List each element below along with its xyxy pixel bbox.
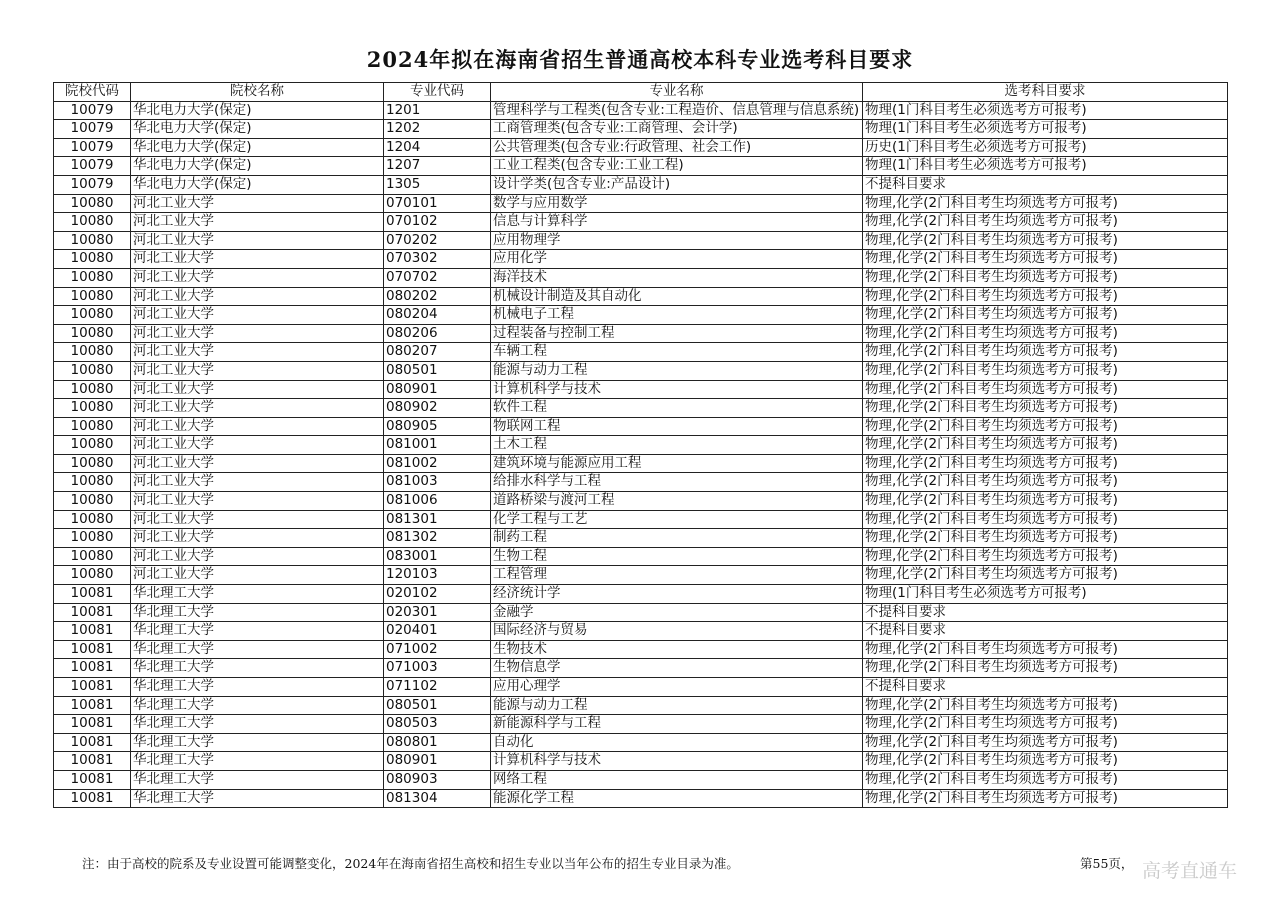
school-name-cell: 河北工业大学	[131, 306, 384, 325]
table-row	[54, 120, 1228, 139]
major-name-cell: 能源与动力工程	[491, 361, 863, 380]
major-code-cell: 1204	[384, 138, 491, 157]
school-name-cell: 华北理工大学	[131, 678, 384, 697]
subject-requirement-cell: 物理,化学(2门科目考生均须选考方可报考)	[863, 789, 1228, 808]
table-header-row	[54, 83, 1228, 102]
subject-requirement-cell: 物理,化学(2门科目考生均须选考方可报考)	[863, 640, 1228, 659]
school-code-cell: 10080	[54, 361, 131, 380]
major-name-cell: 应用化学	[491, 250, 863, 269]
major-name-cell: 海洋技术	[491, 268, 863, 287]
table-row	[54, 603, 1228, 622]
subject-requirement-cell: 物理,化学(2门科目考生均须选考方可报考)	[863, 380, 1228, 399]
school-name-cell: 华北理工大学	[131, 733, 384, 752]
school-code-cell: 10081	[54, 696, 131, 715]
subject-requirement-cell: 物理,化学(2门科目考生均须选考方可报考)	[863, 696, 1228, 715]
subject-requirement-cell: 物理,化学(2门科目考生均须选考方可报考)	[863, 454, 1228, 473]
major-name-cell: 化学工程与工艺	[491, 510, 863, 529]
subject-requirement-cell: 不提科目要求	[863, 678, 1228, 697]
major-name-cell: 工业工程类(包含专业:工业工程)	[491, 157, 863, 176]
subject-requirement-cell: 物理,化学(2门科目考生均须选考方可报考)	[863, 659, 1228, 678]
major-name-cell: 物联网工程	[491, 417, 863, 436]
school-name-cell: 河北工业大学	[131, 213, 384, 232]
table-row	[54, 213, 1228, 232]
major-code-cell: 080902	[384, 399, 491, 418]
school-name-cell: 河北工业大学	[131, 343, 384, 362]
school-code-cell: 10080	[54, 399, 131, 418]
school-name-cell: 河北工业大学	[131, 194, 384, 213]
table-row	[54, 343, 1228, 362]
major-name-cell: 管理科学与工程类(包含专业:工程造价、信息管理与信息系统)	[491, 101, 863, 120]
subject-requirement-cell: 物理,化学(2门科目考生均须选考方可报考)	[863, 231, 1228, 250]
major-code-cell: 020401	[384, 622, 491, 641]
school-name-cell: 华北电力大学(保定)	[131, 138, 384, 157]
table-row	[54, 659, 1228, 678]
major-code-cell: 1207	[384, 157, 491, 176]
major-code-cell: 070102	[384, 213, 491, 232]
subject-requirement-cell: 物理,化学(2门科目考生均须选考方可报考)	[863, 733, 1228, 752]
school-name-cell: 华北理工大学	[131, 659, 384, 678]
major-code-cell: 1201	[384, 101, 491, 120]
subject-requirement-cell: 物理(1门科目考生必须选考方可报考)	[863, 101, 1228, 120]
school-name-cell: 华北理工大学	[131, 696, 384, 715]
major-name-cell: 工程管理	[491, 566, 863, 585]
school-code-cell: 10081	[54, 770, 131, 789]
school-code-cell: 10079	[54, 157, 131, 176]
table-row	[54, 194, 1228, 213]
school-name-cell: 河北工业大学	[131, 529, 384, 548]
school-code-cell: 10080	[54, 417, 131, 436]
school-code-cell: 10080	[54, 231, 131, 250]
page-title: 2024年拟在海南省招生普通高校本科专业选考科目要求	[366, 47, 914, 72]
header-major-code: 专业代码	[384, 83, 491, 102]
table-row	[54, 510, 1228, 529]
subject-requirement-cell: 物理,化学(2门科目考生均须选考方可报考)	[863, 343, 1228, 362]
school-name-cell: 华北理工大学	[131, 715, 384, 734]
major-name-cell: 给排水科学与工程	[491, 473, 863, 492]
major-code-cell: 080901	[384, 752, 491, 771]
table-row	[54, 436, 1228, 455]
subject-requirement-cell: 不提科目要求	[863, 175, 1228, 194]
school-code-cell: 10080	[54, 306, 131, 325]
subject-requirement-cell: 物理,化学(2门科目考生均须选考方可报考)	[863, 715, 1228, 734]
major-name-cell: 工商管理类(包含专业:工商管理、会计学)	[491, 120, 863, 139]
major-name-cell: 国际经济与贸易	[491, 622, 863, 641]
table-row	[54, 789, 1228, 808]
major-code-cell: 081304	[384, 789, 491, 808]
table-row	[54, 306, 1228, 325]
subject-requirement-cell: 物理(1门科目考生必须选考方可报考)	[863, 157, 1228, 176]
major-code-cell: 080801	[384, 733, 491, 752]
subject-requirement-cell: 物理(1门科目考生必须选考方可报考)	[863, 585, 1228, 604]
subject-requirement-cell: 物理,化学(2门科目考生均须选考方可报考)	[863, 492, 1228, 511]
subject-requirement-cell: 物理,化学(2门科目考生均须选考方可报考)	[863, 213, 1228, 232]
school-name-cell: 华北理工大学	[131, 603, 384, 622]
major-code-cell: 081002	[384, 454, 491, 473]
table-body	[54, 101, 1228, 808]
major-code-cell: 071002	[384, 640, 491, 659]
school-code-cell: 10080	[54, 343, 131, 362]
major-name-cell: 信息与计算科学	[491, 213, 863, 232]
school-code-cell: 10079	[54, 175, 131, 194]
school-name-cell: 河北工业大学	[131, 436, 384, 455]
major-name-cell: 车辆工程	[491, 343, 863, 362]
major-code-cell: 080202	[384, 287, 491, 306]
major-name-cell: 网络工程	[491, 770, 863, 789]
subject-requirement-cell: 物理,化学(2门科目考生均须选考方可报考)	[863, 752, 1228, 771]
table-row	[54, 752, 1228, 771]
school-name-cell: 河北工业大学	[131, 454, 384, 473]
school-name-cell: 河北工业大学	[131, 547, 384, 566]
major-code-cell: 071102	[384, 678, 491, 697]
table-row	[54, 492, 1228, 511]
major-name-cell: 计算机科学与技术	[491, 752, 863, 771]
major-name-cell: 数学与应用数学	[491, 194, 863, 213]
subject-requirement-cell: 物理,化学(2门科目考生均须选考方可报考)	[863, 194, 1228, 213]
subject-requirement-cell: 物理(1门科目考生必须选考方可报考)	[863, 120, 1228, 139]
subject-requirement-cell: 物理,化学(2门科目考生均须选考方可报考)	[863, 361, 1228, 380]
major-name-cell: 应用物理学	[491, 231, 863, 250]
school-code-cell: 10081	[54, 733, 131, 752]
major-name-cell: 设计学类(包含专业:产品设计)	[491, 175, 863, 194]
major-code-cell: 020102	[384, 585, 491, 604]
school-code-cell: 10081	[54, 752, 131, 771]
major-code-cell: 020301	[384, 603, 491, 622]
subject-requirement-cell: 物理,化学(2门科目考生均须选考方可报考)	[863, 473, 1228, 492]
major-code-cell: 080503	[384, 715, 491, 734]
school-name-cell: 河北工业大学	[131, 492, 384, 511]
header-school-name: 院校名称	[131, 83, 384, 102]
school-code-cell: 10080	[54, 213, 131, 232]
school-code-cell: 10080	[54, 194, 131, 213]
school-code-cell: 10081	[54, 640, 131, 659]
major-code-cell: 081003	[384, 473, 491, 492]
school-name-cell: 华北理工大学	[131, 622, 384, 641]
school-name-cell: 华北电力大学(保定)	[131, 175, 384, 194]
major-code-cell: 080501	[384, 361, 491, 380]
major-name-cell: 机械电子工程	[491, 306, 863, 325]
school-name-cell: 河北工业大学	[131, 399, 384, 418]
school-code-cell: 10081	[54, 789, 131, 808]
school-name-cell: 华北理工大学	[131, 770, 384, 789]
header-major-name: 专业名称	[491, 83, 863, 102]
subject-requirement-cell: 物理,化学(2门科目考生均须选考方可报考)	[863, 287, 1228, 306]
school-name-cell: 华北理工大学	[131, 789, 384, 808]
school-code-cell: 10080	[54, 324, 131, 343]
school-name-cell: 河北工业大学	[131, 361, 384, 380]
table-row	[54, 566, 1228, 585]
footer-note: 注：由于高校的院系及专业设置可能调整变化，2024年在海南省招生高校和招生专业以当年公布的招生专业目录为准。	[82, 856, 739, 871]
major-code-cell: 080903	[384, 770, 491, 789]
table-row	[54, 157, 1228, 176]
school-code-cell: 10081	[54, 678, 131, 697]
subject-requirement-cell: 物理,化学(2门科目考生均须选考方可报考)	[863, 306, 1228, 325]
school-name-cell: 华北理工大学	[131, 752, 384, 771]
school-name-cell: 河北工业大学	[131, 417, 384, 436]
table-row	[54, 454, 1228, 473]
major-code-cell: 1202	[384, 120, 491, 139]
requirements-table	[53, 82, 1228, 808]
table-row	[54, 678, 1228, 697]
watermark: 高考直通车	[1142, 860, 1238, 882]
table-row	[54, 324, 1228, 343]
table-row	[54, 175, 1228, 194]
school-code-cell: 10080	[54, 492, 131, 511]
school-name-cell: 华北电力大学(保定)	[131, 157, 384, 176]
school-code-cell: 10080	[54, 547, 131, 566]
school-name-cell: 河北工业大学	[131, 324, 384, 343]
subject-requirement-cell: 物理,化学(2门科目考生均须选考方可报考)	[863, 510, 1228, 529]
subject-requirement-cell: 物理,化学(2门科目考生均须选考方可报考)	[863, 324, 1228, 343]
major-name-cell: 生物技术	[491, 640, 863, 659]
school-code-cell: 10081	[54, 603, 131, 622]
subject-requirement-cell: 历史(1门科目考生必须选考方可报考)	[863, 138, 1228, 157]
major-code-cell: 1305	[384, 175, 491, 194]
major-name-cell: 机械设计制造及其自动化	[491, 287, 863, 306]
major-name-cell: 计算机科学与技术	[491, 380, 863, 399]
major-code-cell: 070702	[384, 268, 491, 287]
major-code-cell: 070302	[384, 250, 491, 269]
table-row	[54, 380, 1228, 399]
school-code-cell: 10080	[54, 566, 131, 585]
major-code-cell: 080204	[384, 306, 491, 325]
table-row	[54, 529, 1228, 548]
school-code-cell: 10080	[54, 529, 131, 548]
school-name-cell: 河北工业大学	[131, 268, 384, 287]
school-name-cell: 河北工业大学	[131, 510, 384, 529]
table-row	[54, 231, 1228, 250]
school-code-cell: 10079	[54, 120, 131, 139]
subject-requirement-cell: 物理,化学(2门科目考生均须选考方可报考)	[863, 436, 1228, 455]
subject-requirement-cell: 不提科目要求	[863, 603, 1228, 622]
major-code-cell: 080501	[384, 696, 491, 715]
major-name-cell: 道路桥梁与渡河工程	[491, 492, 863, 511]
subject-requirement-cell: 物理,化学(2门科目考生均须选考方可报考)	[863, 529, 1228, 548]
subject-requirement-cell: 物理,化学(2门科目考生均须选考方可报考)	[863, 250, 1228, 269]
school-code-cell: 10080	[54, 268, 131, 287]
subject-requirement-cell: 物理,化学(2门科目考生均须选考方可报考)	[863, 770, 1228, 789]
school-name-cell: 河北工业大学	[131, 473, 384, 492]
major-name-cell: 过程装备与控制工程	[491, 324, 863, 343]
major-code-cell: 120103	[384, 566, 491, 585]
table-row	[54, 585, 1228, 604]
major-name-cell: 软件工程	[491, 399, 863, 418]
school-code-cell: 10080	[54, 436, 131, 455]
subject-requirement-cell: 物理,化学(2门科目考生均须选考方可报考)	[863, 417, 1228, 436]
subject-requirement-cell: 物理,化学(2门科目考生均须选考方可报考)	[863, 566, 1228, 585]
school-code-cell: 10080	[54, 287, 131, 306]
header-school-code: 院校代码	[54, 83, 131, 102]
school-code-cell: 10081	[54, 585, 131, 604]
subject-requirement-cell: 不提科目要求	[863, 622, 1228, 641]
major-name-cell: 生物信息学	[491, 659, 863, 678]
major-code-cell: 080207	[384, 343, 491, 362]
school-code-cell: 10079	[54, 101, 131, 120]
school-name-cell: 河北工业大学	[131, 566, 384, 585]
table-row	[54, 250, 1228, 269]
major-name-cell: 建筑环境与能源应用工程	[491, 454, 863, 473]
school-name-cell: 河北工业大学	[131, 380, 384, 399]
table-row	[54, 101, 1228, 120]
major-code-cell: 070101	[384, 194, 491, 213]
table-row	[54, 622, 1228, 641]
school-code-cell: 10080	[54, 380, 131, 399]
table-row	[54, 361, 1228, 380]
major-name-cell: 制药工程	[491, 529, 863, 548]
major-name-cell: 公共管理类(包含专业:行政管理、社会工作)	[491, 138, 863, 157]
school-code-cell: 10081	[54, 622, 131, 641]
major-name-cell: 能源与动力工程	[491, 696, 863, 715]
table-row	[54, 715, 1228, 734]
school-name-cell: 华北电力大学(保定)	[131, 101, 384, 120]
major-code-cell: 081301	[384, 510, 491, 529]
header-subject-requirement: 选考科目要求	[863, 83, 1228, 102]
table-row	[54, 399, 1228, 418]
table-row	[54, 287, 1228, 306]
table-row	[54, 770, 1228, 789]
table-row	[54, 417, 1228, 436]
table-row	[54, 268, 1228, 287]
school-code-cell: 10080	[54, 473, 131, 492]
school-name-cell: 河北工业大学	[131, 250, 384, 269]
major-name-cell: 能源化学工程	[491, 789, 863, 808]
major-name-cell: 新能源科学与工程	[491, 715, 863, 734]
major-code-cell: 081006	[384, 492, 491, 511]
school-name-cell: 华北电力大学(保定)	[131, 120, 384, 139]
school-code-cell: 10081	[54, 715, 131, 734]
major-name-cell: 自动化	[491, 733, 863, 752]
subject-requirement-cell: 物理,化学(2门科目考生均须选考方可报考)	[863, 268, 1228, 287]
school-code-cell: 10079	[54, 138, 131, 157]
major-name-cell: 土木工程	[491, 436, 863, 455]
table-row	[54, 547, 1228, 566]
major-name-cell: 金融学	[491, 603, 863, 622]
major-name-cell: 经济统计学	[491, 585, 863, 604]
school-name-cell: 河北工业大学	[131, 231, 384, 250]
major-code-cell: 081302	[384, 529, 491, 548]
subject-requirement-cell: 物理,化学(2门科目考生均须选考方可报考)	[863, 547, 1228, 566]
major-code-cell: 080901	[384, 380, 491, 399]
table-row	[54, 473, 1228, 492]
table-row	[54, 733, 1228, 752]
major-code-cell: 083001	[384, 547, 491, 566]
major-code-cell: 081001	[384, 436, 491, 455]
major-name-cell: 生物工程	[491, 547, 863, 566]
table-row	[54, 696, 1228, 715]
school-code-cell: 10080	[54, 250, 131, 269]
major-code-cell: 071003	[384, 659, 491, 678]
major-code-cell: 080206	[384, 324, 491, 343]
school-name-cell: 华北理工大学	[131, 585, 384, 604]
school-name-cell: 华北理工大学	[131, 640, 384, 659]
subject-requirement-cell: 物理,化学(2门科目考生均须选考方可报考)	[863, 399, 1228, 418]
table-row	[54, 138, 1228, 157]
school-code-cell: 10080	[54, 454, 131, 473]
major-code-cell: 080905	[384, 417, 491, 436]
page-number: 第55页，	[1080, 856, 1134, 871]
school-code-cell: 10080	[54, 510, 131, 529]
school-name-cell: 河北工业大学	[131, 287, 384, 306]
major-name-cell: 应用心理学	[491, 678, 863, 697]
school-code-cell: 10081	[54, 659, 131, 678]
major-code-cell: 070202	[384, 231, 491, 250]
table-row	[54, 640, 1228, 659]
